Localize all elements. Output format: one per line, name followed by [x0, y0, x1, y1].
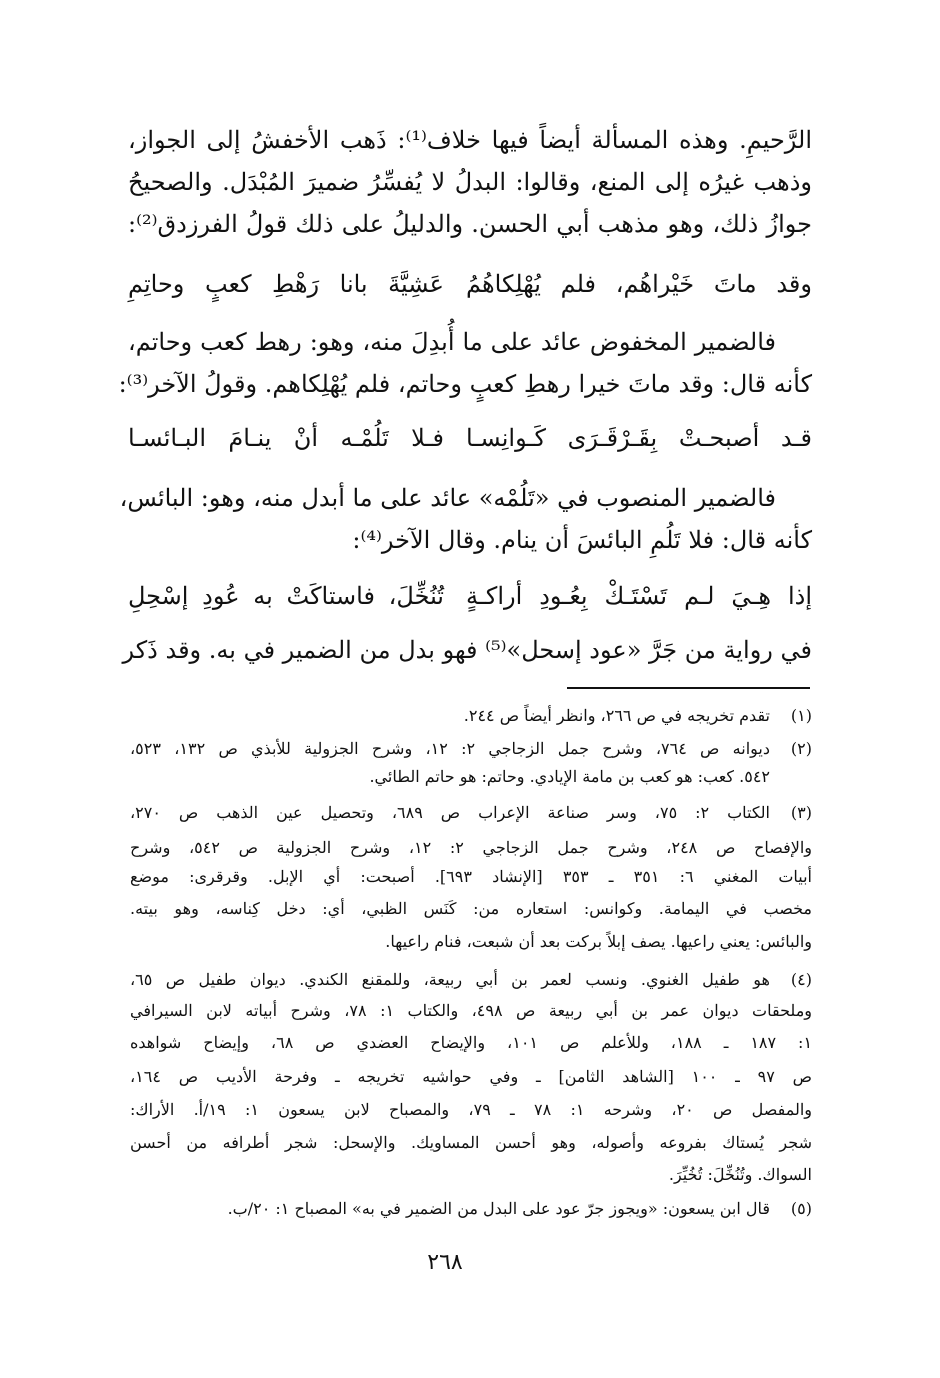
footnote-separator [567, 687, 810, 689]
footnote-line: أبيات المغني ٦: ٣٥١ ـ ٣٥٣ [الإنشاد ٦٩٣]. أصبحت: أي الإبل. وقرقرى: موضع [130, 867, 813, 886]
footnote-line: ٥٤٢. كعب: هو كعب بن مامة الإيادي. وحاتم: هو حاتم الطائي. [369, 767, 770, 786]
verse [128, 264, 812, 304]
footnote-number: (٢) [790, 739, 812, 758]
body-line: الرَّحيمِ. وهذه المسألة أيضاً فيها خلاف⁽¹⁾: ذَهب الأخفشُ إلى الجواز، [128, 126, 812, 154]
footnote-number: (٥) [790, 1199, 812, 1218]
verse [128, 418, 812, 458]
footnote-line: هو طفيل الغنوي. ونسب لعمر بن أبي ربيعة، وللمقنع الكندي. ديوان طفيل ص ٦٥، [130, 970, 770, 989]
body-line: كأنه قال: فلا تَلُمِ البائسَ أن ينام. وقال الآخر⁽⁴⁾: [352, 526, 812, 554]
footnote-line: وملحقات ديوان عمر بن أبي ربيعة ص ٤٩٨، والكتاب ١: ٧٨، وشرح أبياته لابن السيرافي [130, 1001, 812, 1020]
footnote-line: الكتاب ٢: ٧٥، وسر صناعة الإعراب ص ٦٨٩، وتحصيل عين الذهب ص ٢٧٠، [130, 803, 770, 822]
footnote-number: (٣) [790, 803, 812, 822]
footnote-line: شجر يُستاك بفروعه وأصوله، وهو أحسن المساويك. والإسحل: شجر أطرافه من أحسن [130, 1133, 812, 1152]
body-line: فالضمير المخفوض عائد على ما أُبدِلَ منه، وهو: رهط كعب وحاتم، [128, 328, 776, 356]
footnote-line: قال ابن يسعون: «ويجوز جرّ عود على البدل من الضمير في به» المصباح ١: ٢٠/ب. [227, 1199, 770, 1218]
footnote-line: السواك. وتُنُخِّلَ: تُخُيِّرَ. [668, 1165, 812, 1184]
footnote-line: تقدم تخريجه في ص ٢٦٦، وانظر أيضاً ص ٢٤٤. [463, 706, 770, 725]
verse-first-hemistich: وقد ماتَ خَيْراهُم، فلم يُهْلِكاهُمُ [466, 270, 812, 298]
verse-second-hemistich: تُنُخِّلَ، فاستاكَتْ به عُودِ إسْحِلِ [128, 582, 444, 610]
verse-second-hemistich: فـلا تَلُمْـه أنْ ينـامَ البـائسـا [128, 424, 444, 452]
verse-first-hemistich: إذا هِـيَ لـم تَسْتَـكْ بِعُـودِ أراكـةٍ [466, 582, 812, 610]
footnote-line: ١: ١٨٧ ـ ١٨٨، وللأعلم ص ١٠١، والإيضاح العضدي ص ٦٨، وإيضاح شواهده [130, 1033, 813, 1052]
footnote-line: والبائس: يعني راعيها. يصف إبلاً بركت بعد أن شبعت، فنام راعيها. [385, 932, 812, 951]
body-line: كأنه قال: وقد ماتَ خيرا رهطِ كعبٍ وحاتم، فلم يُهْلِكاهم. وقولُ الآخر⁽³⁾: [118, 370, 812, 398]
verse-first-hemistich: قـد أصبحـتْ بِقَـرْقَـرَى كَـوانِسـا [466, 424, 812, 452]
page-number: ٢٦٨ [427, 1250, 463, 1275]
footnote-line: والإفصاح ص ٢٤٨، وشرح جمل الزجاجي ٢: ١٢، وشرح الجزولية ص ٥٤٢، وشرح [130, 838, 813, 857]
footnote-line: مخصب في اليمامة. وكوانس: استعاره من: كَنَس الظبي، أي: دخل كِناسه، وهو بيته. [130, 899, 812, 918]
footnote-line: والمفصل ص ٢٠، وشرحه ١: ٧٨ ـ ٧٩، والمصباح لابن يسعون ١: ١٩/أ. الأراك: [130, 1100, 813, 1119]
body-line: في رواية من جَرَّ «عود إسحل»⁽⁵⁾ فهو بدل من الضمير في به. وقد ذَكر [122, 636, 812, 664]
footnote-line: ص ٩٧ ـ ١٠٠ [الشاهد الثامن] ـ وفي حواشيه تخريجه ـ وفرحة الأديب ص ١٦٤، [130, 1067, 812, 1086]
verse [128, 576, 812, 616]
footnote-number: (٤) [790, 970, 812, 989]
footnote-line: ديوانه ص ٧٦٤، وشرح جمل الزجاجي ٢: ١٢، وشرح الجزولية للأبذي ص ١٣٢، ٥٢٣، [130, 739, 770, 758]
body-line: فالضمير المنصوب في «تَلُمْه» عائد على ما أبدل منه، وهو: البائس، [119, 484, 776, 512]
footnote-number: (١) [790, 706, 812, 725]
body-line: وذهب غيرُه إلى المنع، وقالوا: البدلُ لا يُفسِّرُ ضميرَ المُبْدَل. والصحيحُ [128, 168, 812, 196]
body-line: جوازُ ذلك، وهو مذهب أبي الحسن. والدليلُ على ذلك قولُ الفرزدق⁽²⁾: [128, 210, 812, 238]
verse-second-hemistich: عَشِيَّةَ بانا رَهْطِ كعبٍ وحاتِمِ [128, 270, 444, 298]
